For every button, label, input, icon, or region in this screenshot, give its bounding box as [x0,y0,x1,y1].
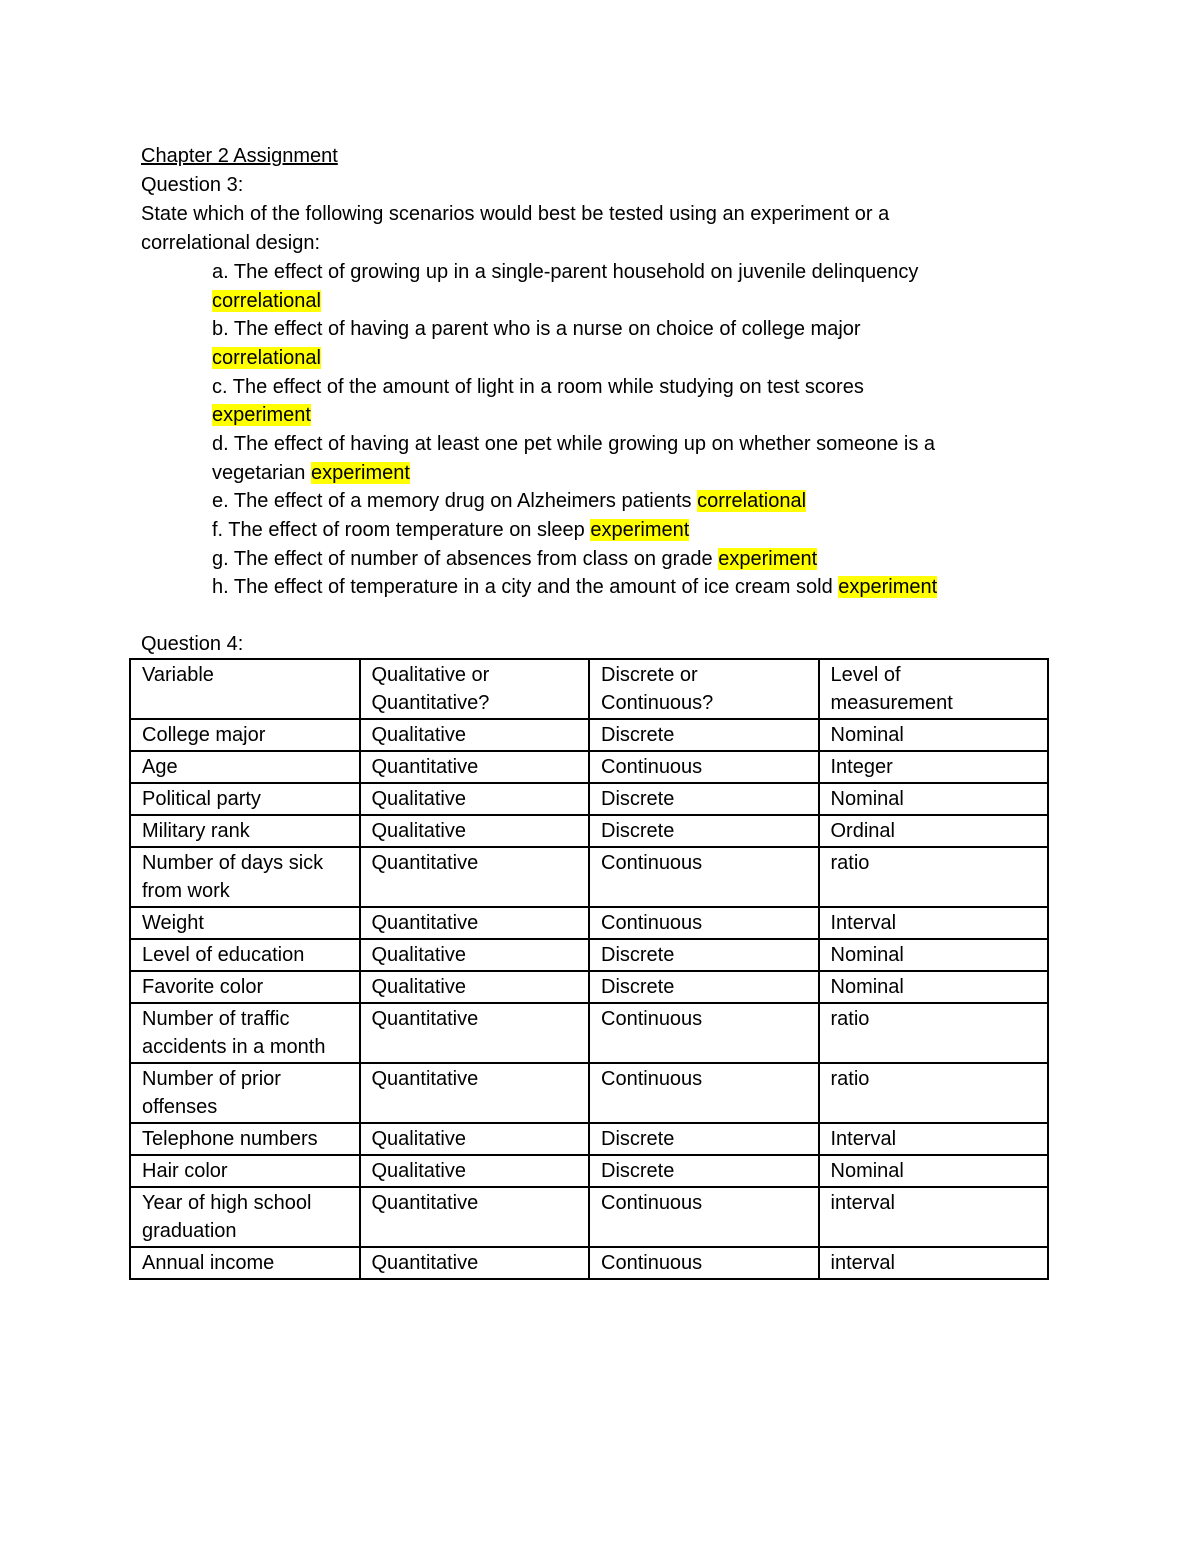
scenario-h-text: h. The effect of temperature in a city and the amount of ice cream sold [212,576,839,598]
scenario-g-text: g. The effect of number of absences from class on grade [212,548,719,570]
cell-discrete-continuous: Continuous [589,1063,819,1123]
answer-highlight: correlational [212,347,321,369]
cell-discrete-continuous: Discrete [589,783,819,815]
cell-line: Favorite color [142,976,264,998]
scenario-g [212,545,817,574]
cell-variable [130,971,360,1003]
cell-discrete-continuous: Continuous [589,907,819,939]
table-row [130,907,1048,939]
cell-level-of-measurement: Integer [819,751,1049,783]
table-row [130,1063,1048,1123]
cell-qualitative-quantitative: Quantitative [360,847,590,907]
cell-level-of-measurement: ratio [819,1003,1049,1063]
cell-line: graduation [142,1220,237,1242]
cell-line: measurement [830,692,953,714]
cell-discrete-continuous: Discrete [589,971,819,1003]
cell-line: Hair color [142,1160,228,1182]
cell-line: Political party [142,788,261,810]
scenario-b: b. The effect of having a parent who is a nurse on choice of college major [212,318,861,340]
cell-level-of-measurement: Interval [819,907,1049,939]
cell-level-of-measurement: Nominal [819,939,1049,971]
cell-variable [130,751,360,783]
cell-qualitative-quantitative: Qualitative [360,971,590,1003]
assignment-title: Chapter 2 Assignment [141,145,338,167]
cell-line: Age [142,756,178,778]
answer-highlight: experiment [838,576,938,598]
table-row [130,1247,1048,1279]
cell-qualitative-quantitative: Quantitative [360,751,590,783]
table-row [130,1003,1048,1063]
cell-level-of-measurement: ratio [819,847,1049,907]
cell-line: Number of prior [142,1068,281,1090]
scenario-b-answer-line [212,344,321,373]
cell-line: Annual income [142,1252,275,1274]
cell-level-of-measurement: ratio [819,1063,1049,1123]
question-3-label: Question 3: [141,174,244,196]
cell-qualitative-quantitative: Quantitative [360,1063,590,1123]
cell-line: Year of high school [142,1192,312,1214]
cell-level-of-measurement: interval [819,1247,1049,1279]
cell-discrete-continuous: Discrete [589,719,819,751]
question-3-prompt-line-2: correlational design: [141,232,320,254]
cell-level-of-measurement: interval [819,1187,1049,1247]
table-row [130,719,1048,751]
cell-qualitative-quantitative: Quantitative [360,907,590,939]
cell-variable [130,1003,360,1063]
scenario-d-line-2 [212,459,410,488]
cell-line: Discrete or [601,664,698,686]
cell-line: Number of days sick [142,852,324,874]
answer-highlight: experiment [590,519,690,541]
answer-highlight: correlational [212,290,321,312]
cell-discrete-continuous: Continuous [589,847,819,907]
scenario-e-text: e. The effect of a memory drug on Alzheimers patients [212,490,698,512]
scenario-c: c. The effect of the amount of light in a room while studying on test scores [212,376,864,398]
header-qualitative-quantitative [360,659,590,719]
header-variable [130,659,360,719]
cell-line: Number of traffic [142,1008,290,1030]
cell-variable [130,1187,360,1247]
cell-qualitative-quantitative: Quantitative [360,1003,590,1063]
answer-highlight: experiment [212,404,311,426]
cell-qualitative-quantitative: Quantitative [360,1247,590,1279]
cell-variable [130,783,360,815]
cell-line: Qualitative or [371,664,490,686]
cell-line: Variable [142,664,214,686]
scenario-f [212,516,689,545]
cell-discrete-continuous: Discrete [589,939,819,971]
cell-variable [130,815,360,847]
cell-qualitative-quantitative: Qualitative [360,1155,590,1187]
answer-highlight: experiment [718,548,818,570]
table-row [130,1187,1048,1247]
cell-level-of-measurement: Ordinal [819,815,1049,847]
cell-level-of-measurement: Nominal [819,1155,1049,1187]
table-row [130,1155,1048,1187]
cell-discrete-continuous: Continuous [589,1247,819,1279]
table-row [130,783,1048,815]
cell-line: Level of [830,664,901,686]
cell-variable [130,1063,360,1123]
cell-line: Continuous? [601,692,714,714]
cell-qualitative-quantitative: Quantitative [360,1187,590,1247]
table-row [130,847,1048,907]
cell-discrete-continuous: Continuous [589,751,819,783]
question-3-prompt-line-1: State which of the following scenarios would best be tested using an experiment or a [141,203,890,225]
cell-level-of-measurement: Nominal [819,971,1049,1003]
scenario-f-text: f. The effect of room temperature on sleep [212,519,591,541]
cell-variable [130,847,360,907]
cell-line: Military rank [142,820,250,842]
header-level-of-measurement [819,659,1049,719]
cell-variable [130,719,360,751]
cell-qualitative-quantitative: Qualitative [360,1123,590,1155]
cell-line: College major [142,724,266,746]
cell-variable [130,907,360,939]
cell-level-of-measurement: Nominal [819,719,1049,751]
question-4-label: Question 4: [141,633,244,655]
scenario-d-continuation: vegetarian [212,462,311,484]
cell-line: Level of education [142,944,305,966]
cell-discrete-continuous: Continuous [589,1187,819,1247]
cell-variable [130,1155,360,1187]
cell-qualitative-quantitative: Qualitative [360,939,590,971]
cell-line: Telephone numbers [142,1128,318,1150]
answer-highlight: correlational [697,490,807,512]
table-row [130,751,1048,783]
table-row [130,939,1048,971]
scenario-a: a. The effect of growing up in a single-parent household on juvenile delinquency [212,261,919,283]
cell-variable [130,1247,360,1279]
cell-variable [130,939,360,971]
scenario-h [212,573,937,602]
answer-highlight: experiment [310,462,410,484]
table-row [130,815,1048,847]
cell-line: offenses [142,1096,218,1118]
table-header-row [130,659,1048,719]
scenario-a-answer-line [212,287,321,316]
scenario-c-answer-line [212,401,311,430]
cell-line: from work [142,880,230,902]
header-discrete-continuous [589,659,819,719]
cell-line: accidents in a month [142,1036,326,1058]
cell-level-of-measurement: Nominal [819,783,1049,815]
table-row [130,1123,1048,1155]
cell-discrete-continuous: Discrete [589,1123,819,1155]
cell-discrete-continuous: Discrete [589,1155,819,1187]
cell-qualitative-quantitative: Qualitative [360,783,590,815]
cell-qualitative-quantitative: Qualitative [360,719,590,751]
cell-discrete-continuous: Discrete [589,815,819,847]
table-row [130,971,1048,1003]
cell-variable [130,1123,360,1155]
scenario-e [212,487,806,516]
scenario-d: d. The effect of having at least one pet while growing up on whether someone is a [212,433,936,455]
cell-line: Weight [142,912,204,934]
variables-table [129,658,1049,1280]
cell-qualitative-quantitative: Qualitative [360,815,590,847]
cell-line: Quantitative? [371,692,490,714]
cell-level-of-measurement: Interval [819,1123,1049,1155]
cell-discrete-continuous: Continuous [589,1003,819,1063]
